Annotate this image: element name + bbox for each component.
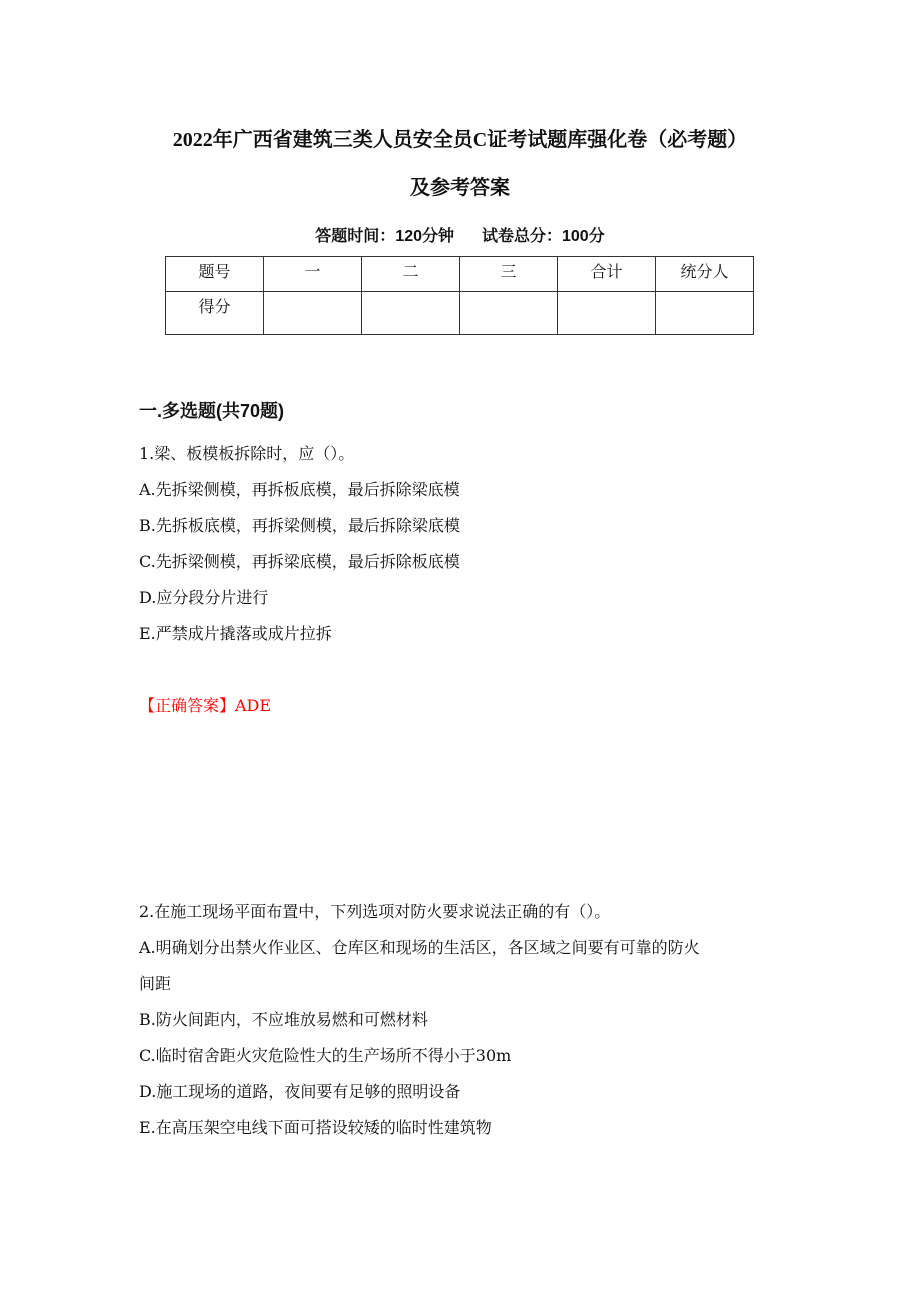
row-label: 得分 [166,292,264,335]
document-title: 2022年广西省建筑三类人员安全员C证考试题库强化卷（必考题） [172,129,748,151]
option: E.在高压架空电线下面可搭设较矮的临时性建筑物 [139,1118,492,1137]
document-title-line2: 及参考答案 [410,177,510,199]
option: D.施工现场的道路，夜间要有足够的照明设备 [139,1082,461,1101]
option: B.先拆板底模，再拆梁侧模，最后拆除梁底模 [139,516,460,535]
header-cell: 统分人 [656,257,754,292]
score-cell [460,292,558,335]
option: C.先拆梁侧模，再拆梁底模，最后拆除板底模 [139,552,460,571]
question-stem: 2.在施工现场平面布置中，下列选项对防火要求说法正确的有（）。 [139,902,611,921]
total-score: 试卷总分：100分 [482,228,605,245]
header-cell: 一 [264,257,362,292]
option: E.严禁成片撬落或成片拉拆 [139,624,332,643]
question-stem: 1.梁、板模板拆除时，应（）。 [139,444,355,463]
option: A.先拆梁侧模，再拆板底模，最后拆除梁底模 [139,480,460,499]
option-continuation: 间距 [139,974,172,993]
score-table-header [166,257,754,292]
correct-answer: 【正确答案】ADE [139,696,272,715]
option: A.明确划分出禁火作业区、仓库区和现场的生活区，各区域之间要有可靠的防火 [139,938,700,957]
header-cell: 合计 [558,257,656,292]
score-cell [264,292,362,335]
score-cell [558,292,656,335]
option: D.应分段分片进行 [139,588,269,607]
header-cell: 二 [362,257,460,292]
score-cell [656,292,754,335]
score-table-row [166,292,754,335]
header-cell: 题号 [166,257,264,292]
score-cell [362,292,460,335]
option: C.临时宿舍距火灾危险性大的生产场所不得小于30m [139,1046,512,1065]
score-table [165,256,754,335]
exam-info [0,223,920,246]
exam-time: 答题时间：120分钟 [315,228,454,245]
section-heading: 一.多选题(共70题) [139,401,285,421]
option: B.防火间距内，不应堆放易燃和可燃材料 [139,1010,428,1029]
header-cell: 三 [460,257,558,292]
